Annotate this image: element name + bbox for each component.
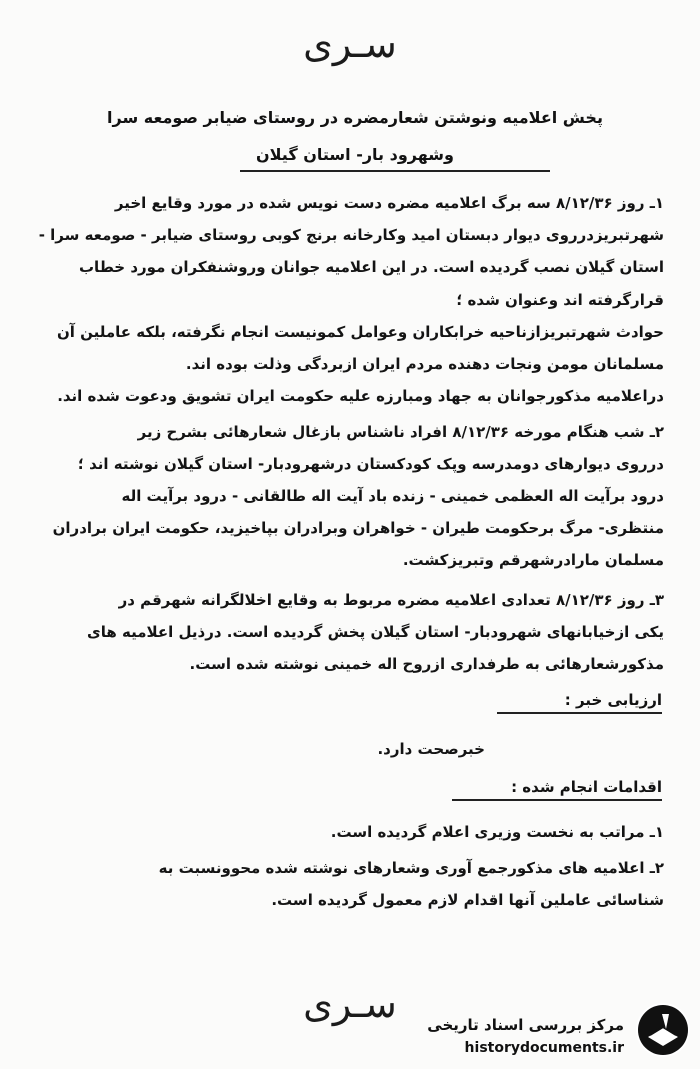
paragraph-line: ۳ـ روز ۸/۱۲/۳۶ تعدادی اعلامیه مضره مربوط به وقایع اخلالگرانه شهرقم در	[118, 591, 664, 609]
paragraph-line: ۲ـ شب هنگام مورخه ۸/۱۲/۳۶ افراد ناشناس بازغال شعارهائی بشرح زیر	[137, 423, 664, 441]
paragraph-line: مسلمان مارادرشهرقم وتبریزکشت.	[402, 551, 664, 569]
watermark-url: historydocuments.ir	[464, 1040, 624, 1056]
paragraph-line: مذکورشعارهائی به طرفداری ازروح اله خمینی نوشته شده است.	[189, 655, 664, 673]
title-underline	[240, 170, 550, 172]
document-title-line2: وشهرود بار- استان گیلان	[256, 145, 454, 164]
paragraph-line: شهرتبریزدرروی دیوار دبستان امید وکارخانه برنج کوبی روستای ضیابر - صومعه سرا -	[38, 226, 664, 244]
paragraph-line: منتظری- مرگ برحکومت طیران - خواهران وبرادران بپاخیزید، حکومت ایران برادران	[52, 519, 664, 537]
paragraph-line: ۱ـ روز ۸/۱۲/۳۶ سه برگ اعلامیه مضره دست نویس شده در مورد وقایع اخیر	[114, 194, 664, 212]
classification-top: سـرى	[303, 22, 397, 66]
actions-title-underline	[452, 799, 662, 801]
evaluation-title: ارزیابی خبر :	[564, 691, 662, 709]
action-item: ۱ـ مراتب به نخست وزیری اعلام گردیده است.	[330, 823, 664, 841]
action-item: شناسائی عاملین آنها اقدام لازم معمول گردیده است.	[271, 891, 664, 909]
paragraph-line: مسلمانان مومن ونجات دهنده مردم ایران ازبردگی وذلت بوده اند.	[185, 355, 664, 373]
paragraph-line: قرارگرفته اند وعنوان شده ؛	[456, 291, 664, 309]
paragraph-line: دراعلامیه مذکورجوانان به جهاد ومبارزه علیه حکومت ایران تشویق ودعوت شده اند.	[57, 387, 664, 405]
classification-bottom: سـرى	[303, 982, 397, 1026]
paragraph-line: درروی دیوارهای دومدرسه وپک کودکستان درشهرودبار- استان گیلان نوشته اند ؛	[77, 455, 664, 473]
evaluation-title-underline	[497, 712, 662, 714]
watermark-title: مرکز بررسی اسناد تاریخی	[427, 1016, 624, 1034]
paragraph-line: حوادث شهرتبریزازناحیه خرابکاران وعوامل کمونیست انجام نگرفته، بلکه عاملین آن	[56, 323, 664, 341]
book-pen-logo-icon	[636, 1003, 690, 1057]
actions-title: اقدامات انجام شده :	[511, 778, 662, 796]
paragraph-line: استان گیلان نصب گردیده است. در این اعلامیه جوانان وروشنفکران مورد خطاب	[78, 258, 664, 276]
document-title-line1: پخش اعلامیه ونوشتن شعارمضره در روستای ضیابر صومعه سرا	[107, 108, 603, 127]
action-item: ۲ـ اعلامیه های مذکورجمع آوری وشعارهای نوشته شده محوونسبت به	[158, 859, 664, 877]
paragraph-line: یکی ازخیابانهای شهرودبار- استان گیلان پخش گردیده است. درذیل اعلامیه های	[86, 623, 664, 641]
evaluation-text: خبرصحت دارد.	[377, 740, 485, 758]
paragraph-line: درود برآیت اله العظمی خمینی - زنده باد آیت اله طالقانی - درود برآیت اله	[121, 487, 664, 505]
